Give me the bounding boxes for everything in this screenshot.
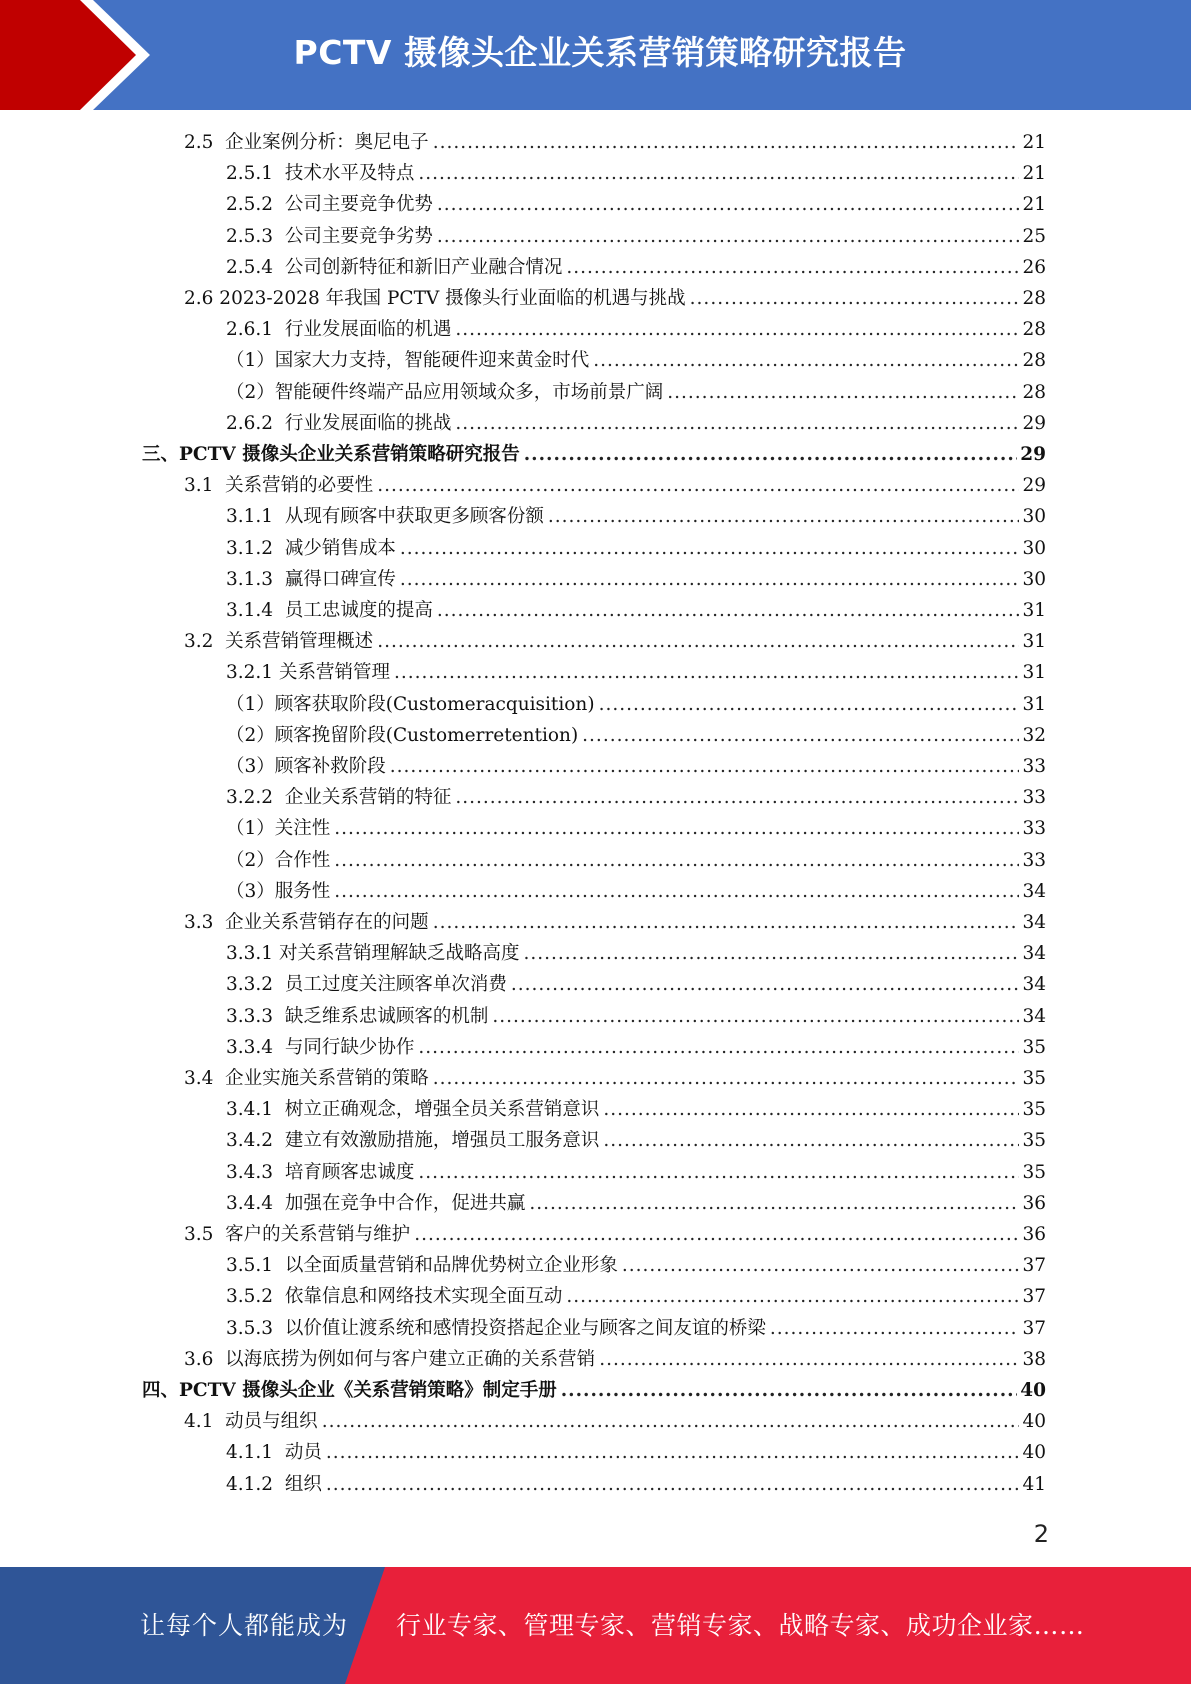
toc-entry-page: 28 — [1022, 319, 1046, 341]
toc-leader-dots — [400, 564, 1020, 595]
toc-entry[interactable] — [226, 189, 1046, 220]
toc-entry-page: 29 — [1020, 444, 1046, 465]
toc-entry-page: 37 — [1022, 1317, 1046, 1339]
toc-leader-dots — [690, 283, 1020, 314]
toc-leader-dots — [599, 1344, 1019, 1375]
toc-entry-label: 四、PCTV 摄像头企业《关系营销策略》制定手册 — [142, 1380, 557, 1401]
toc-entry-label: 4.1.1 动员 — [226, 1442, 322, 1464]
toc-leader-dots — [418, 158, 1019, 189]
toc-entry-page: 37 — [1022, 1286, 1046, 1308]
toc-entry-label: （3）服务性 — [226, 880, 331, 902]
toc-leader-dots — [511, 969, 1020, 1000]
page-number: 2 — [1033, 1520, 1049, 1548]
toc-entry-label: 3.3.2 员工过度关注顾客单次消费 — [226, 974, 507, 996]
toc-entry-page: 40 — [1022, 1442, 1046, 1464]
toc-leader-dots — [593, 345, 1019, 376]
toc-entry-page: 21 — [1022, 163, 1046, 185]
toc-entry-page: 40 — [1022, 1411, 1046, 1433]
toc-entry-label: 2.5 企业案例分析：奥尼电子 — [184, 132, 429, 153]
toc-entry-page: 29 — [1022, 412, 1046, 434]
page-header — [0, 0, 1191, 110]
toc-entry-label: 3.1 关系营销的必要性 — [184, 475, 374, 497]
toc-entry[interactable] — [226, 1001, 1046, 1032]
toc-leader-dots — [326, 1469, 1020, 1500]
toc-leader-dots — [524, 439, 1018, 470]
toc-entry[interactable] — [226, 969, 1046, 1000]
toc-entry-label: 2.6 2023-2028 年我国 PCTV 摄像头行业面临的机遇与挑战 — [184, 288, 686, 309]
toc-entry-page: 33 — [1022, 818, 1046, 840]
toc-entry[interactable] — [226, 1437, 1046, 1468]
toc-leader-dots — [566, 1281, 1019, 1312]
toc-entry[interactable] — [184, 1063, 1046, 1094]
toc-entry-label: 3.4.1 树立正确观念，增强全员关系营销意识 — [226, 1099, 600, 1121]
toc-entry[interactable] — [226, 1094, 1046, 1125]
toc-leader-dots — [603, 1125, 1019, 1156]
toc-entry-page: 35 — [1022, 1068, 1046, 1089]
toc-entry-page: 29 — [1022, 475, 1046, 497]
toc-entry-label: （1）关注性 — [226, 818, 331, 840]
toc-entry-label: （1）顾客获取阶段(Customeracquisition) — [226, 693, 595, 715]
toc-entry-page: 36 — [1022, 1192, 1046, 1214]
toc-entry-page: 41 — [1022, 1473, 1046, 1495]
toc-leader-dots — [523, 938, 1019, 969]
toc-entry-page: 35 — [1022, 1099, 1046, 1121]
toc-leader-dots — [334, 876, 1019, 907]
toc-entry-label: 3.1.3 赢得口碑宣传 — [226, 568, 396, 590]
toc-entry[interactable] — [226, 751, 1046, 782]
page-footer — [0, 1567, 1191, 1684]
toc-entry-label: 2.5.1 技术水平及特点 — [226, 163, 415, 185]
footer-slogan-right: 行业专家、管理专家、营销专家、战略专家、成功企业家…… — [396, 1611, 1085, 1640]
toc-entry[interactable] — [226, 1125, 1046, 1156]
toc-entry[interactable] — [226, 221, 1046, 252]
toc-entry[interactable] — [226, 314, 1046, 345]
toc-leader-dots — [322, 1406, 1020, 1437]
toc-leader-dots — [394, 657, 1019, 688]
footer-slogan-left: 让每个人都能成为 — [140, 1611, 349, 1640]
toc-leader-dots — [377, 470, 1019, 501]
toc-entry-page: 33 — [1022, 787, 1046, 809]
toc-entry-label: 2.6.2 行业发展面临的挑战 — [226, 412, 452, 434]
toc-entry-page: 36 — [1022, 1224, 1046, 1245]
toc-entry[interactable] — [226, 408, 1046, 439]
toc-entry-page: 37 — [1022, 1255, 1046, 1277]
header-arrow-accent — [0, 0, 140, 110]
toc-entry[interactable] — [226, 252, 1046, 283]
toc-leader-dots — [492, 1001, 1019, 1032]
toc-entry-label: 3.1.4 员工忠诚度的提高 — [226, 600, 433, 621]
toc-entry-label: 4.1.2 组织 — [226, 1473, 322, 1495]
toc-entry-page: 28 — [1022, 350, 1046, 372]
toc-entry[interactable] — [226, 345, 1046, 376]
toc-entry-label: 3.5.1 以全面质量营销和品牌优势树立企业形象 — [226, 1255, 618, 1277]
toc-leader-dots — [566, 252, 1019, 283]
toc-leader-dots — [437, 221, 1020, 252]
toc-entry-page: 28 — [1022, 381, 1046, 403]
toc-entry[interactable] — [226, 533, 1046, 564]
toc-entry[interactable] — [184, 907, 1046, 938]
toc-leader-dots — [622, 1250, 1020, 1281]
toc-leader-dots — [455, 314, 1019, 345]
toc-leader-dots — [437, 189, 1020, 220]
toc-leader-dots — [334, 813, 1019, 844]
toc-entry[interactable] — [226, 158, 1046, 189]
toc-entry[interactable] — [226, 501, 1046, 532]
toc-entry-label: 3.4.3 培育顾客忠诚度 — [226, 1161, 415, 1183]
toc-entry[interactable] — [184, 626, 1046, 657]
toc-entry-label: 2.6.1 行业发展面临的机遇 — [226, 319, 452, 341]
toc-entry-label: 3.5.3 以价值让渡系统和感情投资搭起企业与顾客之间友谊的桥梁 — [226, 1317, 766, 1339]
toc-entry-label: 3.2.1 关系营销管理 — [226, 662, 390, 684]
toc-entry-label: 3.4 企业实施关系营销的策略 — [184, 1068, 429, 1089]
toc-entry-label: 3.3.3 缺乏维系忠诚顾客的机制 — [226, 1005, 489, 1027]
toc-entry[interactable] — [226, 782, 1046, 813]
toc-leader-dots — [433, 1063, 1020, 1094]
toc-entry-label: 3.2 关系营销管理概述 — [184, 631, 374, 653]
toc-leader-dots — [433, 127, 1020, 158]
toc-leader-dots — [437, 595, 1020, 626]
toc-entry[interactable] — [184, 283, 1046, 314]
toc-leader-dots — [418, 1157, 1019, 1188]
toc-entry-page: 30 — [1022, 537, 1046, 559]
toc-entry-label: （2）智能硬件终端产品应用领域众多，市场前景广阔 — [226, 381, 664, 403]
toc-entry[interactable] — [226, 689, 1046, 720]
toc-entry-page: 26 — [1022, 256, 1046, 278]
toc-entry-page: 25 — [1022, 225, 1046, 247]
report-title: PCTV 摄像头企业关系营销策略研究报告 — [293, 33, 907, 72]
toc-entry[interactable] — [226, 657, 1046, 688]
toc-entry-page: 31 — [1022, 631, 1046, 653]
toc-leader-dots — [433, 907, 1020, 938]
toc-entry-label: 3.1.1 从现有顾客中获取更多顾客份额 — [226, 506, 544, 528]
toc-leader-dots — [334, 845, 1019, 876]
toc-entry-page: 33 — [1022, 849, 1046, 871]
toc-entry-label: 2.5.3 公司主要竞争劣势 — [226, 225, 433, 247]
toc-entry-page: 34 — [1022, 912, 1046, 933]
toc-entry[interactable] — [226, 1032, 1046, 1063]
toc-entry-page: 31 — [1022, 693, 1046, 715]
toc-entry-page: 30 — [1022, 568, 1046, 590]
toc-leader-dots — [418, 1032, 1019, 1063]
toc-leader-dots — [326, 1437, 1020, 1468]
toc-entry-page: 31 — [1022, 662, 1046, 684]
toc-entry[interactable] — [226, 377, 1046, 408]
toc-entry[interactable] — [184, 470, 1046, 501]
toc-leader-dots — [455, 408, 1019, 439]
toc-entry[interactable] — [226, 1281, 1046, 1312]
toc-entry-page: 38 — [1022, 1348, 1046, 1370]
toc-entry-page: 30 — [1022, 506, 1046, 528]
toc-entry[interactable] — [142, 439, 1046, 470]
toc-entry-label: 4.1 动员与组织 — [184, 1411, 318, 1433]
toc-entry-page: 21 — [1022, 194, 1046, 216]
toc-entry[interactable] — [226, 876, 1046, 907]
toc-leader-dots — [561, 1375, 1018, 1406]
toc-entry-label: 3.5 客户的关系营销与维护 — [184, 1224, 411, 1245]
toc-entry-page: 32 — [1022, 724, 1046, 746]
toc-entry-page: 35 — [1022, 1036, 1046, 1058]
toc-entry[interactable] — [226, 564, 1046, 595]
toc-leader-dots — [548, 501, 1020, 532]
toc-entry[interactable] — [226, 813, 1046, 844]
toc-entry-label: （3）顾客补救阶段 — [226, 756, 386, 777]
toc-leader-dots — [599, 689, 1020, 720]
toc-leader-dots — [603, 1094, 1019, 1125]
toc-entry-label: 3.4.4 加强在竞争中合作，促进共赢 — [226, 1192, 526, 1214]
toc-entry[interactable] — [226, 845, 1046, 876]
toc-entry[interactable] — [226, 720, 1046, 751]
toc-entry-page: 34 — [1022, 943, 1046, 965]
toc-entry-label: （2）合作性 — [226, 849, 331, 871]
toc-leader-dots — [770, 1313, 1020, 1344]
toc-leader-dots — [414, 1219, 1019, 1250]
toc-entry[interactable] — [226, 1469, 1046, 1500]
toc-entry-label: 3.3.1 对关系营销理解缺乏战略高度 — [226, 943, 520, 965]
toc-entry[interactable] — [226, 1313, 1046, 1344]
toc-entry-label: 3.1.2 减少销售成本 — [226, 537, 396, 559]
toc-entry-label: 3.2.2 企业关系营销的特征 — [226, 787, 452, 809]
toc-entry[interactable] — [142, 1375, 1046, 1406]
toc-entry-label: 3.3 企业关系营销存在的问题 — [184, 912, 429, 933]
toc-entry-page: 21 — [1022, 132, 1046, 153]
toc-leader-dots — [400, 533, 1020, 564]
toc-leader-dots — [455, 782, 1019, 813]
toc-leader-dots — [390, 751, 1020, 782]
toc-entry-page: 33 — [1022, 756, 1046, 777]
toc-entry[interactable] — [226, 938, 1046, 969]
toc-leader-dots — [582, 720, 1019, 751]
toc-entry-label: 三、PCTV 摄像头企业关系营销策略研究报告 — [142, 444, 520, 465]
toc-entry[interactable] — [184, 1406, 1046, 1437]
toc-entry-page: 40 — [1020, 1380, 1046, 1401]
toc-entry[interactable] — [184, 1219, 1046, 1250]
toc-leader-dots — [667, 377, 1019, 408]
toc-entry[interactable] — [226, 1157, 1046, 1188]
toc-entry-label: 3.4.2 建立有效激励措施，增强员工服务意识 — [226, 1130, 600, 1152]
toc-entry-page: 34 — [1022, 974, 1046, 996]
toc-entry[interactable] — [184, 1344, 1046, 1375]
toc-entry-page: 28 — [1022, 288, 1046, 309]
toc-entry-label: 3.3.4 与同行缺少协作 — [226, 1036, 415, 1058]
toc-leader-dots — [377, 626, 1019, 657]
toc-entry-label: 2.5.4 公司创新特征和新旧产业融合情况 — [226, 256, 563, 278]
toc-entry-label: 2.5.2 公司主要竞争优势 — [226, 194, 433, 216]
toc-entry-page: 34 — [1022, 1005, 1046, 1027]
toc-entry-label: （1）国家大力支持，智能硬件迎来黄金时代 — [226, 350, 590, 372]
toc-entry-label: 3.6 以海底捞为例如何与客户建立正确的关系营销 — [184, 1348, 596, 1370]
toc-entry-page: 35 — [1022, 1161, 1046, 1183]
toc-entry-page: 34 — [1022, 880, 1046, 902]
toc-entry-page: 31 — [1022, 600, 1046, 621]
toc-entry-page: 35 — [1022, 1130, 1046, 1152]
toc-entry-label: 3.5.2 依靠信息和网络技术实现全面互动 — [226, 1286, 563, 1308]
toc-entry[interactable] — [226, 1188, 1046, 1219]
toc-entry[interactable] — [226, 595, 1046, 626]
toc-leader-dots — [529, 1188, 1019, 1219]
toc-entry[interactable] — [184, 127, 1046, 158]
toc-entry-label: （2）顾客挽留阶段(Customerretention) — [226, 724, 579, 746]
toc-entry[interactable] — [226, 1250, 1046, 1281]
